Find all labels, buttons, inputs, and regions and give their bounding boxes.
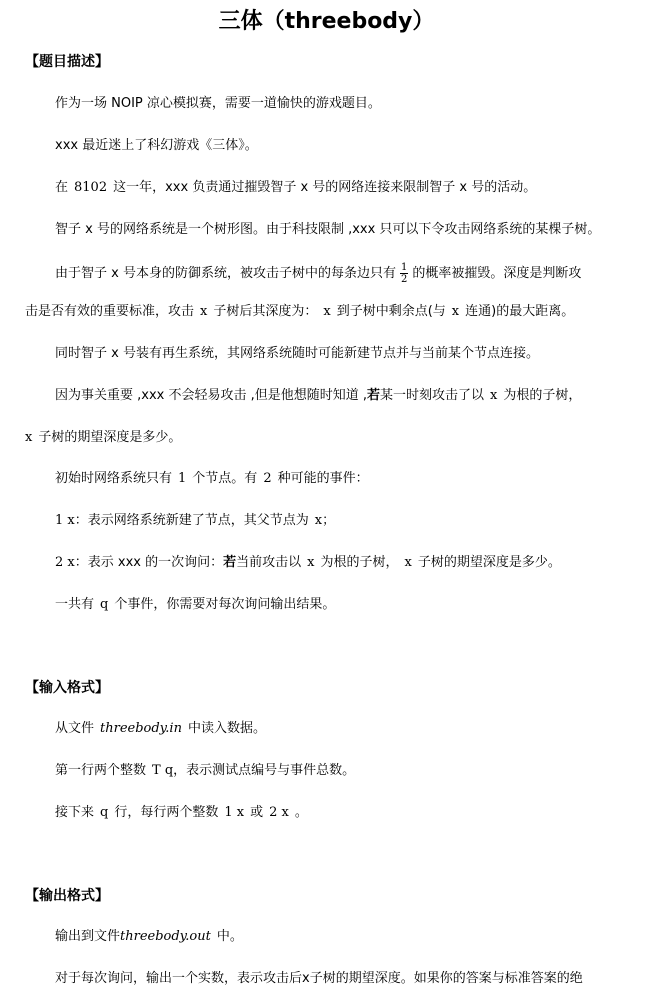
input-filename: threebody.in	[100, 721, 182, 736]
page-title: 三体（threebody）	[218, 9, 435, 34]
description-paragraph-3: 在 8102 这一年，xxx 负责通过摧毁智子 x 号的网络连接来限制智子 x 号的活动。	[55, 180, 537, 195]
description-paragraph-5-line-2: 击是否有效的重要标准，攻击 x 子树后其深度为： x 到子树中剩余点(与 x 连通)的最大距离。	[25, 304, 575, 319]
output-line-2: 对于每次询问，输出一个实数，表示攻击后x子树的期望深度。如果你的答案与标准答案的绝	[55, 971, 583, 986]
input-line-1: 从文件 threebody.in 中读入数据。	[55, 721, 266, 736]
event-type-2: 2 x：表示 xxx 的一次询问：若当前攻击以 x 为根的子树， x 子树的期望深度是多少。	[55, 555, 561, 570]
input-format-heading: 【输入格式】	[25, 680, 109, 696]
description-paragraph-1: 作为一场 NOIP 凉心模拟赛，需要一道愉快的游戏题目。	[55, 96, 381, 111]
description-paragraph-7: 因为事关重要 ,xxx 不会轻易攻击 ,但是他想随时知道 ,若某一时刻攻击了以 x 为根的子树，	[55, 388, 582, 403]
description-heading: 【题目描述】	[25, 54, 109, 70]
description-paragraph-7-line-2: x 子树的期望深度是多少。	[25, 430, 182, 445]
description-paragraph-11: 一共有 q 个事件，你需要对每次询问输出结果。	[55, 597, 336, 612]
output-filename: threebody.out	[120, 929, 211, 944]
input-line-2: 第一行两个整数 T q，表示测试点编号与事件总数。	[55, 763, 356, 778]
event-type-1: 1 x：表示网络系统新建了节点，其父节点为 x；	[55, 513, 336, 528]
description-paragraph-2: xxx 最近迷上了科幻游戏《三体》。	[55, 138, 258, 153]
description-paragraph-6: 同时智子 x 号装有再生系统，其网络系统随时可能新建节点并与当前某个节点连接。	[55, 346, 539, 361]
one-half-fraction: $\frac{1}{2}$	[400, 262, 408, 285]
description-paragraph-4: 智子 x 号的网络系统是一个树形图。由于科技限制 ,xxx 只可以下令攻击网络系统的某棵子树。	[55, 222, 601, 237]
year-value: 8102	[74, 180, 108, 195]
output-format-heading: 【输出格式】	[25, 888, 109, 904]
description-paragraph-5: 由于智子 x 号本身的防御系统，被攻击子树中的每条边只有 $\frac{1}{2}$ 的概率被摧毁。深度是判断攻	[55, 262, 582, 285]
output-line-1: 输出到文件threebody.out 中。	[55, 929, 243, 944]
input-line-3: 接下来 q 行，每行两个整数 1 x 或 2 x 。	[55, 805, 308, 820]
description-paragraph-8: 初始时网络系统只有 1 个节点。有 2 种可能的事件：	[55, 471, 369, 486]
